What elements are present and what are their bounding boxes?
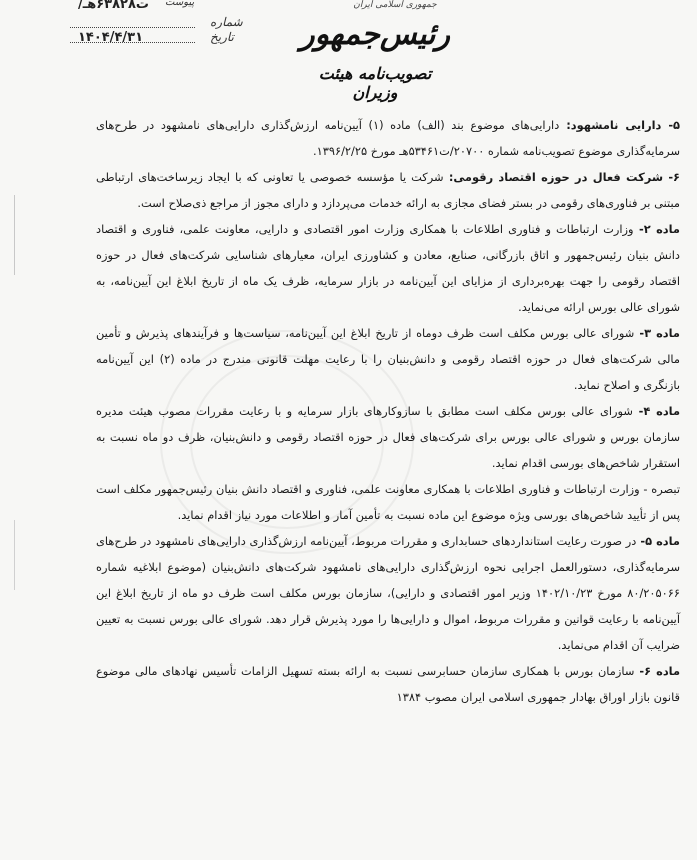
article-heading: ماده ۲- [633, 222, 680, 236]
article-heading: ماده ۵- [636, 534, 680, 548]
clause-text: شرکت یا مؤسسه خصوصی یا تعاونی که با ایجاد زیرساخت‌های ارتباطی مبتنی بر فناوری‌های رقومی در بستر فضای مجازی به ارائه خدمات می‌پردازد و دارای مجوز از مراجع ذی‌صلاح است. [96, 170, 680, 210]
article-6 [96, 658, 680, 710]
dotted-line [70, 42, 195, 43]
article-text: شورای عالی بورس مکلف است ظرف دوماه از تاریخ ابلاغ این آیین‌نامه، سیاست‌ها و فرآیندهای پذیرش و تأمین مالی شرکت‌های فعال در حوزه اقتصاد رقومی و دانش‌بنیان را با رعایت مهلت قانونی مندرج در ماده (۲) این آیین‌نامه بازنگری و اصلاح نماید. [96, 326, 680, 392]
clause-heading: ۶- شرکت فعال در حوزه اقتصاد رقومی: [443, 170, 680, 184]
country-label: جمهوری اسلامی ایران [353, 0, 437, 10]
document-body [96, 112, 680, 710]
article-2 [96, 216, 680, 320]
article-text: در صورت رعایت استانداردهای حسابداری و مقررات مربوط، آیین‌نامه ارزش‌گذاری دارایی‌های نامشهود در طرح‌های سرمایه‌گذاری، دستورالعمل اجرایی نحوه ارزش‌گذاری دارایی‌های نامشهود شرکت‌های دانش‌بنیان (موضوع ابلاغیه شماره ۸۰/۲۰۵۰۶۶ مورخ ۱۴۰۲/۱۰/۲۳ وزیر امور اقتصادی و دارایی)، سازمان بورس مکلف است ظرف دو ماه از تاریخ ابلاغ این آیین‌نامه با رعایت قوانین و مقررات مربوط، اموال و دارایی‌ها را مورد پذیرش قرار دهد. شورای عالی بورس نسبت به تعیین ضرایب آن اقدام می‌نماید. [96, 534, 680, 652]
article-heading: ماده ۳- [634, 326, 680, 340]
clause-text: دارایی‌های موضوع بند (الف) ماده (۱) آیین‌نامه ارزش‌گذاری دارایی‌های نامشهود در طرح‌های سرمایه‌گذاری موضوع تصویب‌نامه شماره ۲۰۷۰۰/ت۵۳۴۶۱هـ مورخ ۱۳۹۶/۲/۲۵. [96, 118, 680, 158]
date-label: تاریخ [210, 30, 234, 44]
article-4 [96, 398, 680, 476]
dotted-line [70, 27, 195, 28]
date-value: ۱۴۰۴/۴/۳۱ [78, 30, 144, 45]
document-meta [70, 0, 320, 60]
article-text: شورای عالی بورس مکلف است مطابق با سازوکارهای بازار سرمایه و با رعایت مقررات مصوب هیئت مدیره سازمان بورس و شورای عالی بورس برای شرکت‌های فعال در حوزه اقتصاد رقومی و دانش‌بنیان، ظرف دو ماه نسبت به استقرار شاخص‌های بورسی اقدام نماید. [96, 404, 680, 470]
clause-5 [96, 112, 680, 164]
number-value: /ت۶۳۸۲۸هـ [78, 0, 149, 12]
note [96, 476, 680, 528]
margin-line [14, 520, 15, 590]
article-5 [96, 528, 680, 658]
article-heading: ماده ۶- [634, 664, 680, 678]
article-3 [96, 320, 680, 398]
margin-line [14, 195, 15, 275]
article-text: وزارت ارتباطات و فناوری اطلاعات با همکاری وزارت امور اقتصادی و دارایی، معاونت علمی، فناوری و اقتصاد دانش بنیان رئیس‌جمهور و اتاق بازرگانی، صنایع، معادن و کشاورزی ایران، معیارهای شناسایی شرکت‌های فعال در حوزه اقتصاد رقومی را جهت بهره‌برداری از مزایای این آیین‌نامه در بازار سرمایه، ظرف یک ماه از تاریخ ابلاغ این آیین‌نامه، به شورای عالی بورس ارائه می‌نماید. [96, 222, 680, 314]
clause-heading: ۵- دارایی نامشهود: [559, 118, 680, 132]
note-text: تبصره - وزارت ارتباطات و فناوری اطلاعات با همکاری معاونت علمی، فناوری و اقتصاد دانش بنیان رئیس‌جمهور مکلف است پس از تأیید شاخص‌های بورسی ویژه موضوع این ماده نسبت به تأمین آمار و اطلاعات مورد نیاز اقدام نماید. [96, 482, 680, 522]
number-label: شماره [210, 15, 243, 29]
clause-6 [96, 164, 680, 216]
article-heading: ماده ۴- [632, 404, 680, 418]
page-subtitle: تصویب‌نامه هیئت وزیران [318, 64, 432, 102]
attachment-label: پیوست [165, 0, 195, 8]
page-title: رئیس‌جمهور [300, 17, 450, 52]
article-text: سازمان بورس با همکاری سازمان حسابرسی نسبت به ارائه بسته تسهیل الزامات تأسیس نهادهای مالی موضوع قانون بازار اوراق بهادار جمهوری اسلامی ایران مصوب ۱۳۸۴ [96, 664, 680, 704]
